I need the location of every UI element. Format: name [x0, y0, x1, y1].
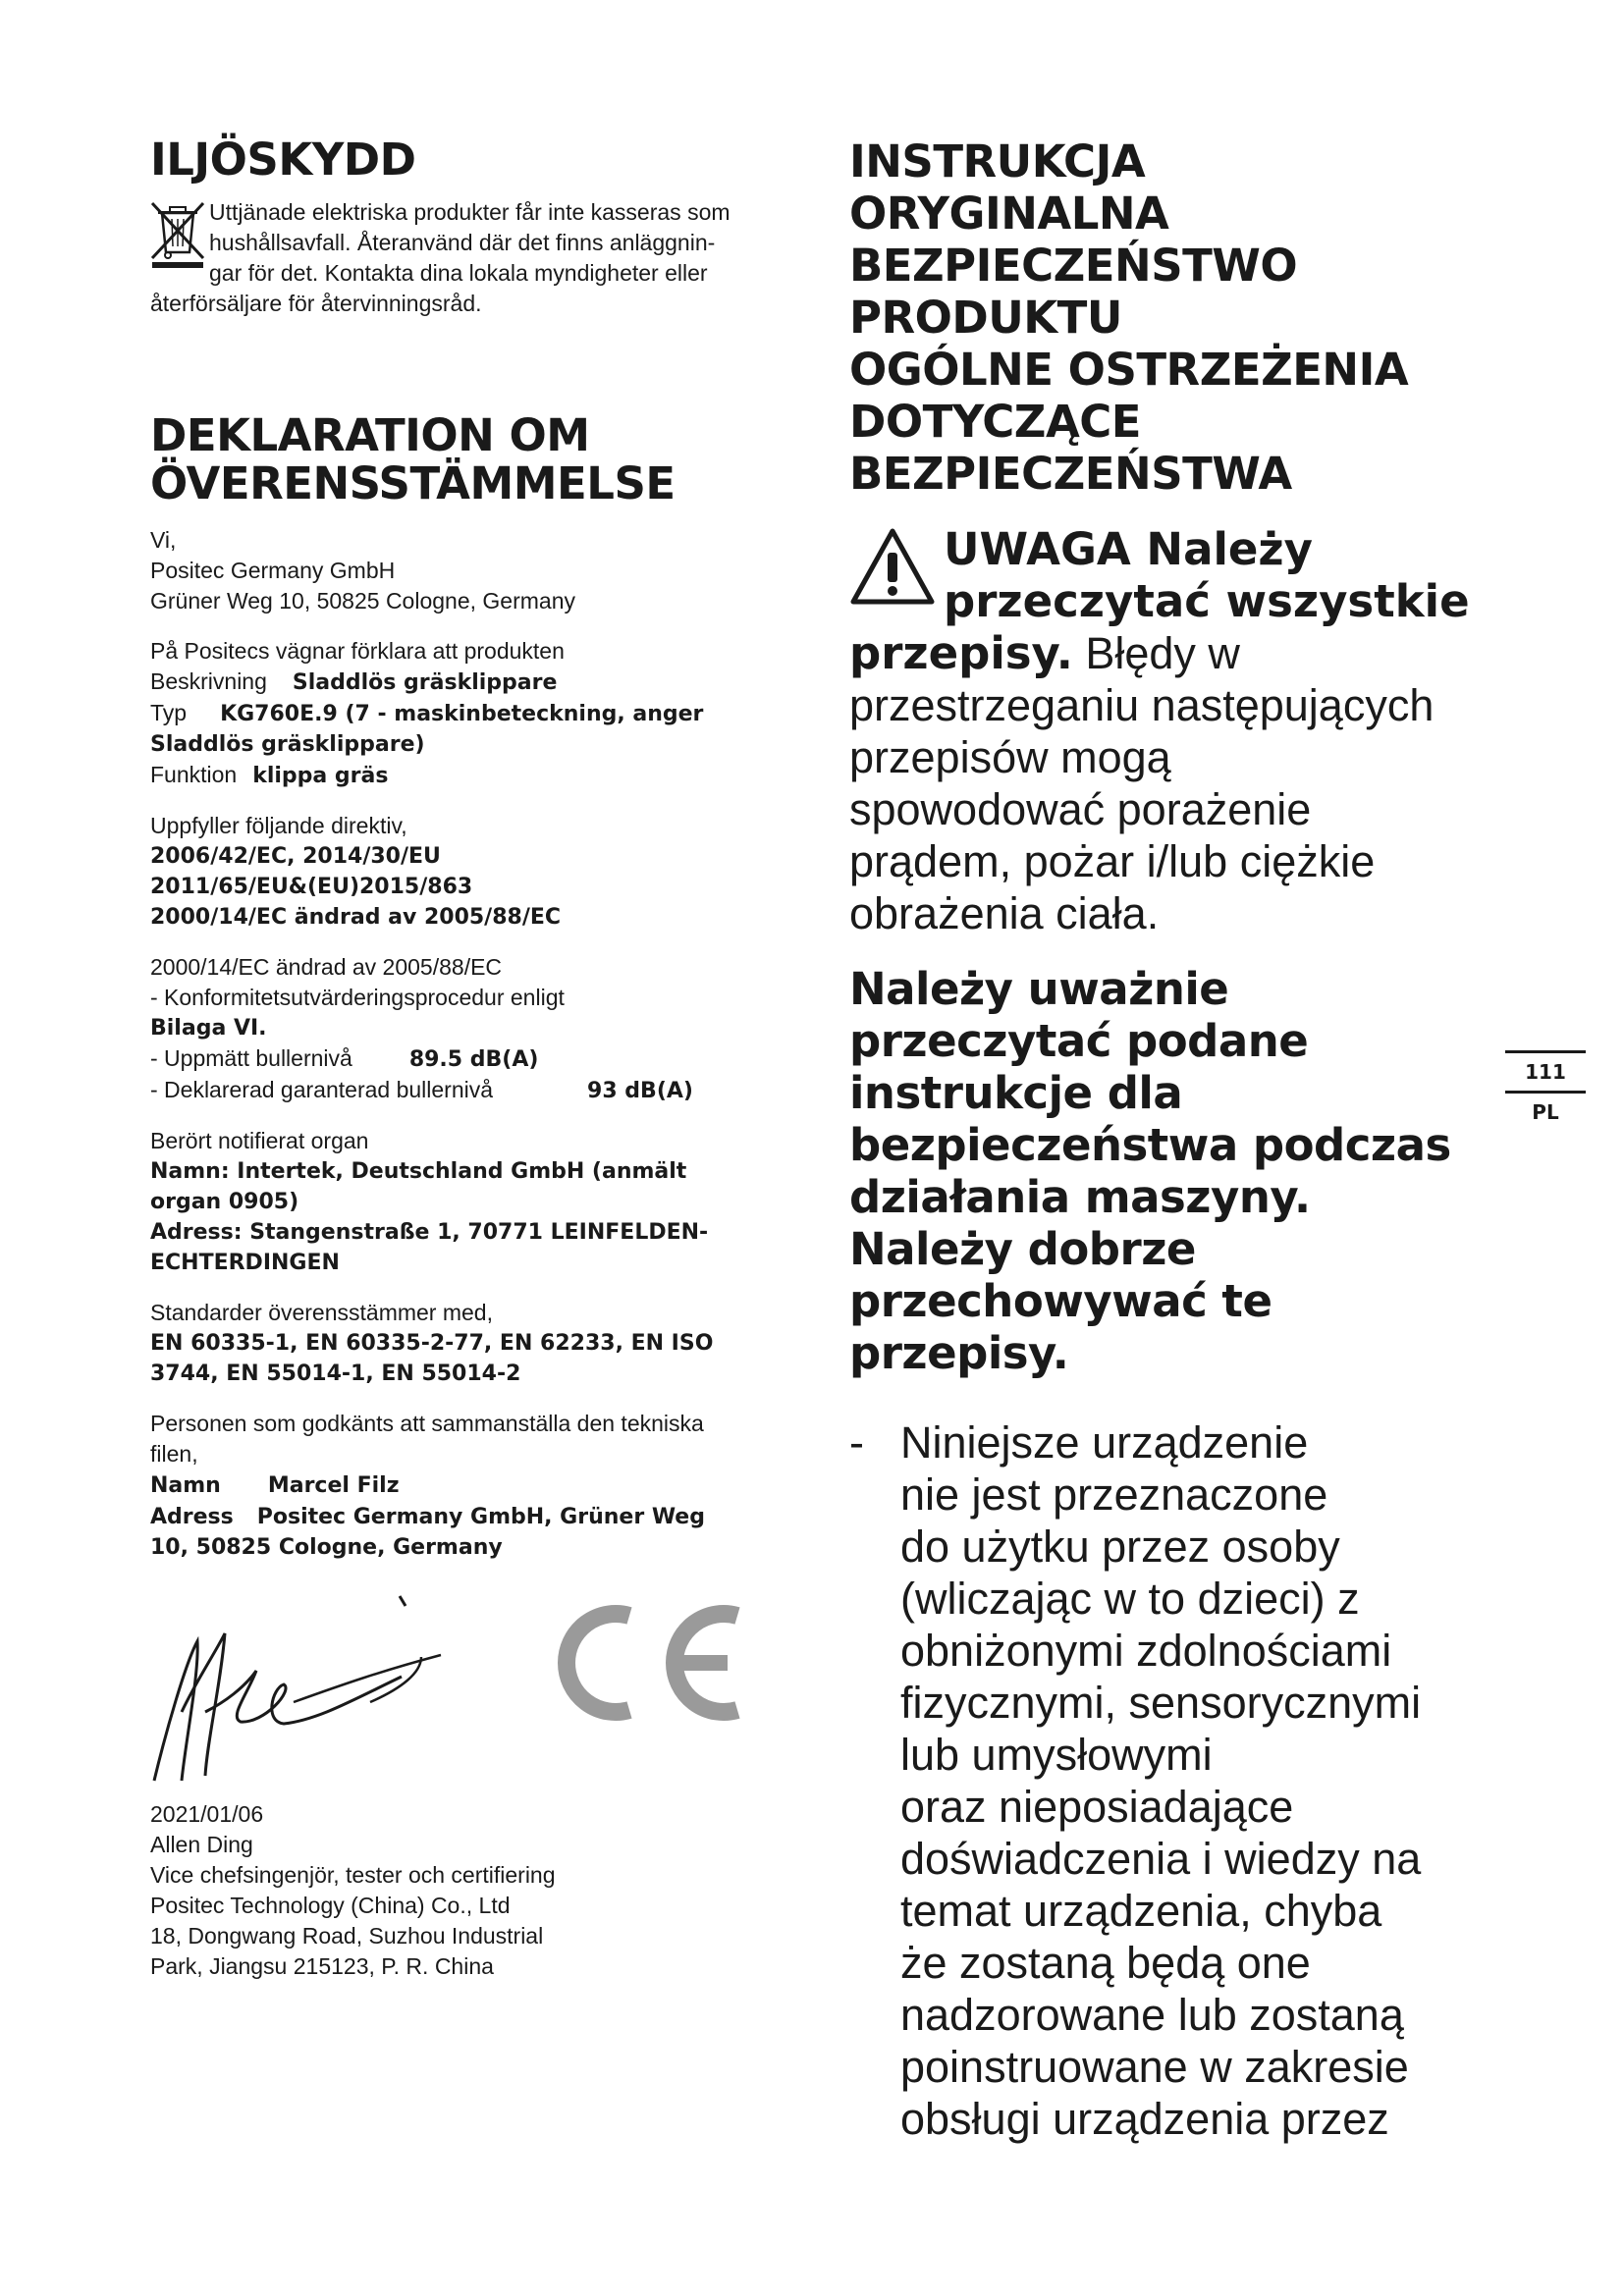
safety-heading	[849, 135, 1517, 500]
declaration-title	[150, 411, 798, 507]
type-label: Typ	[150, 700, 188, 725]
warning-block	[849, 523, 1517, 939]
manufacturer-line: Positec Germany GmbH	[150, 558, 396, 583]
warning-line-rest: Błędy w	[1072, 628, 1240, 678]
left-column	[150, 135, 798, 1982]
bullet-line: temat urządzenia, chyba	[900, 1886, 1382, 1936]
measured-noise-value: 89.5 dB(A)	[408, 1047, 539, 1072]
notified-body-name: Namn: Intertek, Deutschland GmbH (anmält	[150, 1159, 687, 1184]
guaranteed-noise-label: - Deklarerad garanterad bullernivå	[150, 1077, 494, 1102]
safety-heading-line: INSTRUKCJA	[849, 135, 1146, 187]
instruction-line: przepisy.	[849, 1327, 1069, 1379]
signatory-name: Allen Ding	[150, 1832, 253, 1857]
bullet-line: obsługi urządzenia przez	[900, 2094, 1389, 2144]
declaration-title-line: DEKLARATION OM	[150, 409, 590, 461]
bullet-line: nie jest przeznaczone	[900, 1469, 1328, 1520]
bullet-line: oraz nieposiadające	[900, 1782, 1294, 1832]
read-instructions-paragraph	[849, 963, 1517, 1379]
directives-intro: Uppfyller följande direktiv,	[150, 813, 407, 838]
instruction-line: przeczytać podane	[849, 1015, 1309, 1067]
weee-text	[150, 197, 798, 319]
crossed-bin-icon	[150, 199, 205, 268]
person-address-value: Positec Germany GmbH, Grüner Weg	[256, 1505, 705, 1529]
directive-item: 2011/65/EU&(EU)2015/863	[150, 875, 473, 899]
page-tab	[1505, 1050, 1586, 1131]
notified-body-address: ECHTERDINGEN	[150, 1251, 340, 1275]
bullet-line: że zostaną będą one	[900, 1938, 1311, 1988]
instruction-line: przechowywać te	[849, 1275, 1272, 1327]
product-intro: På Positecs vägnar förklara att produkten	[150, 638, 565, 664]
warning-title: UWAGA Należy	[944, 523, 1313, 575]
safety-heading-line: OGÓLNE OSTRZEŻENIA	[849, 344, 1409, 396]
function-row	[150, 760, 798, 791]
type-row	[150, 698, 798, 729]
type-value: KG760E.9 (7 - maskinbeteckning, anger	[220, 702, 704, 726]
warning-line	[849, 627, 1517, 679]
signatory-title: Vice chefsingenjör, tester och certifiering	[150, 1862, 556, 1888]
standards-intro: Standarder överensstämmer med,	[150, 1300, 493, 1325]
description-row	[150, 667, 798, 698]
person-address-label: Adress	[150, 1505, 234, 1529]
bullet-line: Niniejsze urządzenie	[900, 1417, 1309, 1468]
signatory-company: Positec Technology (China) Co., Ltd	[150, 1893, 511, 1918]
weee-line: Uttjänade elektriska produkter får inte kasseras som	[209, 199, 731, 225]
measured-noise-row	[150, 1043, 798, 1075]
warning-line: przeczytać wszystkie	[944, 575, 1470, 627]
bullet-line: poinstruowane w zakresie	[900, 2042, 1409, 2092]
right-column	[849, 135, 1517, 2145]
instruction-line: Należy dobrze	[849, 1223, 1196, 1275]
warning-line-bold: przepisy.	[849, 627, 1073, 679]
bullet-line: (wliczając w to dzieci) z	[900, 1574, 1360, 1624]
signature-area	[150, 1594, 798, 1795]
weee-line: återförsäljare för återvinningsråd.	[150, 291, 482, 316]
instruction-line: działania maszyny.	[849, 1171, 1311, 1223]
technical-file-intro: filen,	[150, 1441, 198, 1467]
bullet-dash: -	[849, 1417, 864, 1468]
declaration-body	[150, 525, 798, 1563]
weee-line: gar för det. Kontakta dina lokala myndigheter eller	[209, 260, 708, 286]
directive-item: 2006/42/EC, 2014/30/EU	[150, 844, 441, 869]
instruction-line: bezpieczeństwa podczas	[849, 1119, 1451, 1171]
person-name-value: Marcel Filz	[267, 1473, 400, 1498]
directive-item: 2000/14/EC ändrad av 2005/88/EC	[150, 905, 562, 930]
warning-line: spowodować porażenie	[849, 784, 1312, 834]
noise-annex: Bilaga VI.	[150, 1016, 267, 1041]
person-address-cont: 10, 50825 Cologne, Germany	[150, 1535, 503, 1560]
description-label: Beskrivning	[150, 668, 267, 694]
warning-line: przestrzeganiu następujących	[849, 680, 1435, 730]
safety-heading-line: BEZPIECZEŃSTWO	[849, 240, 1298, 292]
ce-mark-logo	[531, 1602, 747, 1724]
instruction-line: Należy uważnie	[849, 963, 1229, 1015]
instruction-line: instrukcje dla	[849, 1067, 1183, 1119]
warning-line: prądem, pożar i/lub ciężkie	[849, 836, 1376, 886]
standards-list: EN 60335-1, EN 60335-2-77, EN 62233, EN ISO	[150, 1331, 714, 1356]
notified-body-name: organ 0905)	[150, 1190, 299, 1214]
language-code: PL	[1532, 1100, 1559, 1124]
type-value-cont: Sladdlös gräsklippare)	[150, 732, 425, 757]
noise-procedure: - Konformitetsutvärderingsprocedur enligt	[150, 985, 565, 1010]
safety-heading-line: DOTYCZĄCE	[849, 396, 1142, 448]
warning-line: obrażenia ciała.	[849, 888, 1160, 938]
person-name-row	[150, 1469, 798, 1501]
signatory-date: 2021/01/06	[150, 1801, 264, 1827]
description-value: Sladdlös gräsklippare	[292, 670, 558, 695]
weee-line: hushållsavfall. Återanvänd där det finns anläggnin-	[209, 230, 716, 255]
technical-file-intro: Personen som godkänts att sammanställa den tekniska	[150, 1411, 704, 1436]
bullet-line: lub umysłowymi	[900, 1730, 1213, 1780]
bullet-line: fizycznymi, sensorycznymi	[900, 1678, 1422, 1728]
safety-heading-line: ORYGINALNA	[849, 187, 1169, 240]
safety-heading-line: BEZPIECZEŃSTWA	[849, 448, 1292, 500]
declaration-title-line: ÖVERENSSTÄMMELSE	[150, 457, 676, 509]
manufacturer-line: Vi,	[150, 527, 177, 553]
warning-triangle-icon	[849, 527, 936, 606]
bullet-line: nadzorowane lub zostaną	[900, 1990, 1404, 2040]
person-address-row	[150, 1501, 798, 1532]
person-name-label: Namn	[150, 1473, 221, 1498]
page-number: 111	[1525, 1060, 1566, 1084]
weee-title: ILJÖSKYDD	[150, 133, 416, 186]
function-label: Funktion	[150, 762, 238, 787]
bullet-item	[849, 1416, 1517, 2145]
signature	[146, 1594, 470, 1790]
warning-line: przepisów mogą	[849, 732, 1171, 782]
signatory-block	[150, 1799, 798, 1982]
weee-section	[150, 197, 798, 319]
bullet-line: obniżonymi zdolnościami	[900, 1626, 1392, 1676]
standards-list: 3744, EN 55014-1, EN 55014-2	[150, 1362, 521, 1386]
manufacturer-line: Grüner Weg 10, 50825 Cologne, Germany	[150, 588, 575, 614]
bullet-line: doświadczenia i wiedzy na	[900, 1834, 1422, 1884]
safety-heading-line: PRODUKTU	[849, 292, 1122, 344]
signatory-address: 18, Dongwang Road, Suzhou Industrial	[150, 1923, 544, 1949]
guaranteed-noise-value: 93 dB(A)	[587, 1079, 693, 1103]
bullet-text	[849, 1416, 1517, 2145]
signatory-address: Park, Jiangsu 215123, P. R. China	[150, 1953, 494, 1979]
bullet-line: do użytku przez osoby	[900, 1522, 1340, 1572]
notified-body-address: Adress: Stangenstraße 1, 70771 LEINFELDEN-	[150, 1220, 709, 1245]
measured-noise-label: - Uppmätt bullernivå	[150, 1045, 352, 1071]
noise-directive: 2000/14/EC ändrad av 2005/88/EC	[150, 954, 503, 980]
function-value: klippa gräs	[252, 764, 389, 788]
notified-body-intro: Berört notifierat organ	[150, 1128, 369, 1153]
guaranteed-noise-row	[150, 1075, 798, 1106]
